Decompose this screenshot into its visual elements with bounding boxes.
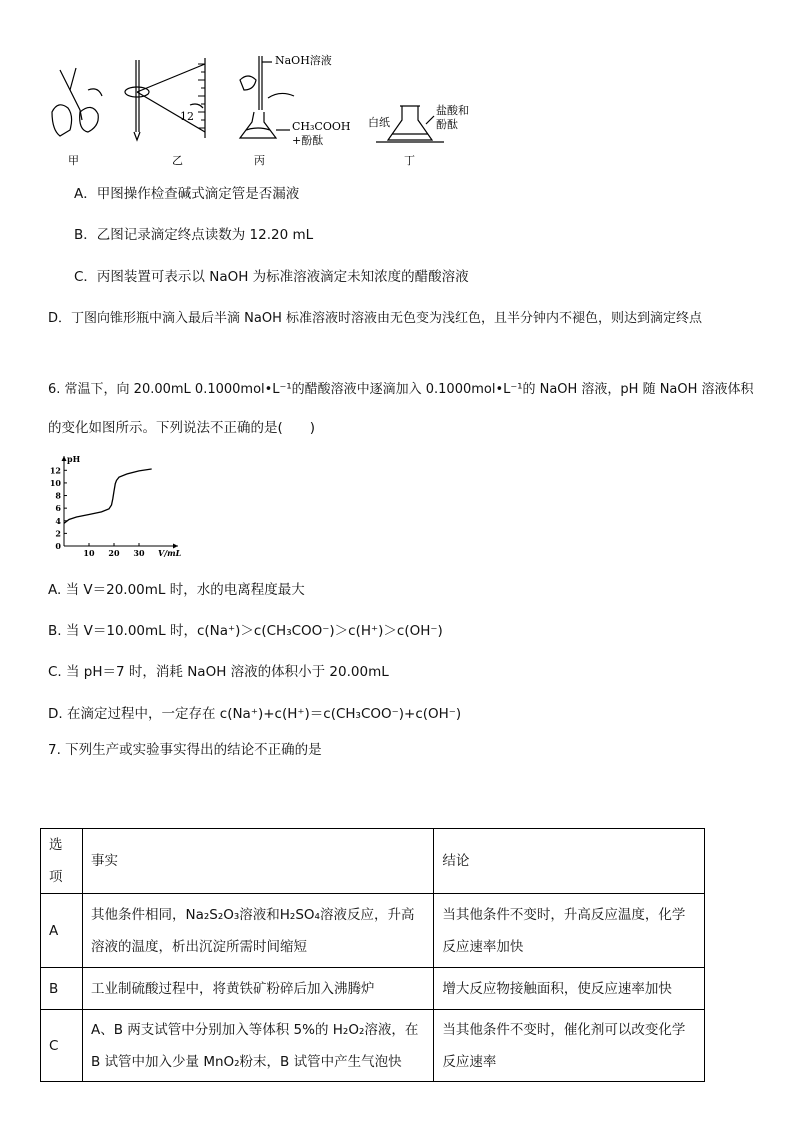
fact-line: B 试管中加入少量 MnO₂粉末，B 试管中产生气泡快 [90, 1053, 402, 1070]
fact-line: A、B 两支试管中分别加入等体积 5%的 H₂O₂溶液，在 [90, 1021, 419, 1038]
ph-data-point [119, 477, 120, 478]
ph-data-point [112, 498, 113, 499]
y-axis-label: pH [67, 454, 81, 464]
naoh-label: NaOH溶液 [275, 54, 332, 67]
y-axis-arrow [62, 456, 67, 461]
q5-option-b: B．乙图记录滴定终点读数为 12.20 mL [74, 227, 314, 243]
fact-line: 其他条件相同，Na₂S₂O₃溶液和H₂SO₄溶液反应，升高 [90, 906, 415, 923]
conclusion-line: 反应速率 [442, 1053, 497, 1070]
q7-stem: 7. 下列生产或实验事实得出的结论不正确的是 [48, 742, 322, 758]
ph-titration-chart [46, 452, 186, 560]
conclusion-line: 反应速率加快 [442, 938, 524, 955]
row-conclusion [434, 894, 705, 968]
ch3cooh-label: CH₃COOH [292, 120, 351, 133]
y-tick-label: 2 [55, 528, 61, 539]
header-fact: 事实 [82, 829, 433, 894]
q6-stem-line2: 的变化如图所示。下列说法不正确的是( ) [48, 420, 316, 436]
facts-table [40, 828, 705, 1082]
fact-line: 溶液的温度，析出沉淀所需时间缩短 [90, 938, 307, 955]
y-tick-label: 0 [55, 541, 61, 551]
row-fact [82, 1010, 433, 1082]
ph-data-point [111, 505, 112, 506]
table-header-row [41, 829, 705, 894]
q5-option-c: C．丙图装置可表示以 NaOH 为标准溶液滴定未知浓度的醋酸溶液 [74, 269, 469, 285]
y-tick-label: 12 [49, 465, 61, 476]
phenolphthalein-label: +酚酞 [292, 134, 324, 147]
x-tick-label: 10 [83, 548, 95, 558]
conclusion-line: 当其他条件不变时，催化剂可以改变化学 [442, 1021, 686, 1038]
y-tick-label: 8 [55, 490, 61, 501]
q6-option-a: A. 当 V＝20.00mL 时，水的电离程度最大 [48, 582, 305, 598]
x-tick-label: 30 [133, 548, 145, 558]
row-option: C [41, 1010, 83, 1082]
y-tick-label: 4 [55, 515, 61, 526]
q6-stem-line1: 6. 常温下，向 20.00mL 0.1000mol•L⁻¹的醋酸溶液中逐滴加入 0.1000mol•L⁻¹的 NaOH 溶液，pH 随 NaOH 溶液体积 [48, 382, 754, 397]
ph-data-point [69, 519, 70, 520]
row-conclusion [434, 1010, 705, 1082]
q6-option-c: C. 当 pH＝7 时，消耗 NaOH 溶液的体积小于 20.00mL [48, 664, 389, 680]
header-conclusion: 结论 [434, 829, 705, 894]
ph-curve [64, 469, 152, 523]
ph-data-point [101, 512, 102, 513]
row-fact: 工业制硫酸过程中，将黄铁矿粉碎后加入沸腾炉 [82, 968, 433, 1010]
figure-yi [125, 58, 205, 140]
figure-bing [240, 56, 294, 138]
apparatus-figure [40, 50, 490, 170]
ph-data-point [109, 508, 110, 509]
ph-data-point [64, 523, 65, 524]
ph-data-point [116, 480, 117, 481]
q6-option-b: B. 当 V＝10.00mL 时，c(Na⁺)＞c(CH₃COO⁻)＞c(H⁺)＞c(OH⁻) [48, 623, 443, 639]
caption-ding: 丁 [404, 154, 415, 167]
row-option: A [41, 894, 83, 968]
q6-option-d: D. 在滴定过程中，一定存在 c(Na⁺)+c(H⁺)＝c(CH₃COO⁻)+c(OH⁻) [48, 706, 462, 722]
table-row [41, 968, 705, 1010]
table-row [41, 894, 705, 968]
row-option: B [41, 968, 83, 1010]
ph-data-point [115, 483, 116, 484]
caption-bing: 丙 [254, 154, 265, 167]
row-fact [82, 894, 433, 968]
flask-label-line2: 酚酞 [436, 118, 458, 131]
table-row [41, 1010, 705, 1082]
x-tick-label: 20 [108, 548, 120, 558]
y-tick-label: 6 [55, 503, 61, 514]
tick-label: 12 [180, 110, 194, 123]
ph-data-point [151, 469, 152, 470]
figure-jia [52, 68, 102, 136]
ph-data-point [139, 471, 140, 472]
caption-jia: 甲 [68, 154, 79, 167]
ph-data-point [76, 517, 77, 518]
x-axis-label: V/mL [158, 548, 182, 558]
caption-yi: 乙 [172, 154, 183, 167]
y-tick-label: 10 [49, 477, 61, 488]
header-option: 选项 [41, 829, 83, 894]
q5-option-a: A．甲图操作检查碱式滴定管是否漏液 [74, 186, 300, 202]
white-paper-label: 白纸 [368, 116, 390, 129]
conclusion-line: 当其他条件不变时，升高反应温度，化学 [442, 906, 686, 923]
row-conclusion: 增大反应物接触面积，使反应速率加快 [434, 968, 705, 1010]
flask-label-line1: 盐酸和 [436, 104, 469, 117]
ph-data-point [89, 514, 90, 515]
ph-data-point [114, 491, 115, 492]
ph-data-point [126, 474, 127, 475]
q5-option-d: D．丁图向锥形瓶中滴入最后半滴 NaOH 标准溶液时溶液由无色变为浅红色，且半分钟内不褪色，则达到滴定终点 [48, 311, 702, 326]
